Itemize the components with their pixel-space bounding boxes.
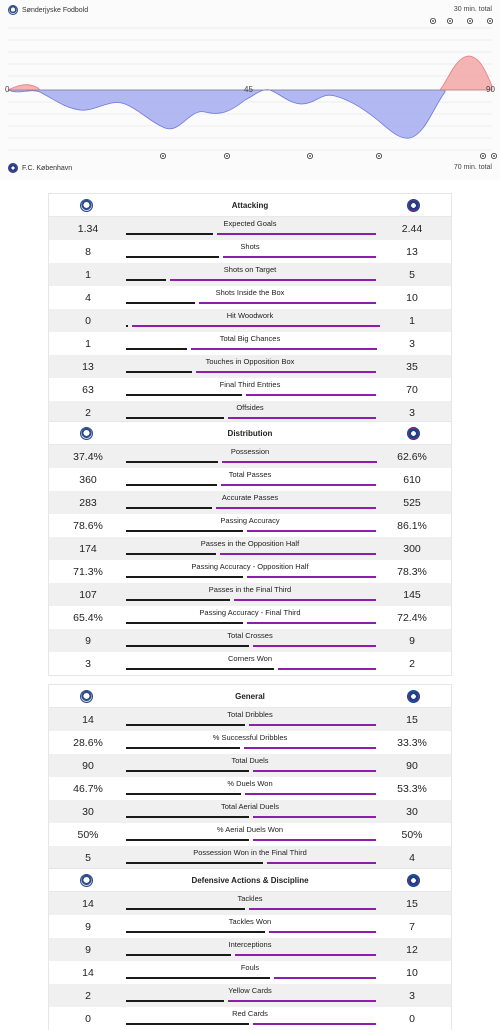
home-value: 78.6%: [73, 520, 103, 532]
stat-row-touches-in-opposition-box: [49, 355, 451, 378]
stat-label: Fouls: [240, 963, 260, 972]
stat-row-passes-in-the-opposition-half: [49, 537, 451, 560]
stat-row-corners-won: [49, 652, 451, 675]
stat-row-total-duels: [49, 754, 451, 777]
home-value: 2: [85, 990, 91, 1002]
ball-icon-center: [489, 20, 491, 22]
home-value: 46.7%: [73, 783, 103, 795]
home-bar: [126, 553, 216, 555]
away-value: 525: [403, 497, 421, 509]
home-value: 50%: [77, 829, 99, 841]
stat-row-passing-accuracy-final-third: [49, 606, 451, 629]
away-value: 3: [409, 338, 415, 350]
stat-label: Yellow Cards: [228, 986, 272, 995]
momentum-panel: [0, 0, 500, 180]
home-bar: [126, 484, 217, 486]
home-value: 37.4%: [73, 451, 103, 463]
away-bar: [199, 302, 376, 304]
stat-label: Accurate Passes: [221, 493, 279, 502]
home-bar: [126, 256, 219, 258]
home-bar: [126, 977, 270, 979]
home-value: 71.3%: [73, 566, 103, 578]
ball-icon-center: [432, 20, 434, 22]
home-value: 2: [85, 407, 91, 419]
home-bar: [126, 908, 245, 910]
away-bar: [253, 839, 376, 841]
away-value: 7: [409, 921, 415, 933]
stat-row-expected-goals: [49, 217, 451, 240]
home-bar: [126, 839, 249, 841]
stat-label: Shots on Target: [223, 265, 277, 274]
stat-row-total-passes: [49, 468, 451, 491]
section-header: [49, 422, 451, 445]
stat-label: Hit Woodwork: [226, 311, 274, 320]
away-value: 3: [409, 990, 415, 1002]
stat-label: Expected Goals: [223, 219, 277, 228]
stat-row-interceptions: [49, 938, 451, 961]
away-bar: [234, 599, 376, 601]
home-bar: [126, 954, 231, 956]
stat-label: Touches in Opposition Box: [205, 357, 295, 366]
away-bar: [253, 645, 376, 647]
home-team-name: Sønderjyske Fodbold: [22, 6, 89, 14]
stat-row-duels-won: [49, 777, 451, 800]
away-value: 300: [403, 543, 421, 555]
away-value: 10: [406, 967, 418, 979]
home-bar: [126, 417, 224, 419]
away-bar: [245, 793, 376, 795]
stat-label: Passes in the Opposition Half: [200, 539, 300, 548]
away-bar: [249, 908, 376, 910]
away-value: 50%: [401, 829, 423, 841]
home-value: 283: [79, 497, 97, 509]
home-value: 5: [85, 852, 91, 864]
stat-row-yellow-cards: [49, 984, 451, 1007]
section-header: [49, 685, 451, 708]
away-bar: [253, 816, 376, 818]
away-value: 30: [406, 806, 418, 818]
stat-label: Total Crosses: [227, 631, 273, 640]
away-value: 70: [406, 384, 418, 396]
home-value: 1.34: [77, 223, 99, 235]
away-team-crest-icon: [8, 163, 18, 173]
away-bar: [247, 530, 376, 532]
away-value: 9: [409, 635, 415, 647]
ball-icon-center: [378, 155, 380, 157]
stat-label: Possession Won in the Final Third: [193, 848, 307, 857]
stat-row-final-third-entries: [49, 378, 451, 401]
stat-row-shots-inside-the-box: [49, 286, 451, 309]
stat-label: Possession: [230, 447, 270, 456]
home-bar: [126, 645, 249, 647]
home-team-crest-icon: [8, 5, 18, 15]
stat-row-fouls: [49, 961, 451, 984]
home-value: 360: [79, 474, 97, 486]
away-value: 12: [406, 944, 418, 956]
stat-row-aerial-duels-won: [49, 823, 451, 846]
stat-row-shots: [49, 240, 451, 263]
momentum-label-start: 0: [5, 85, 10, 94]
away-bar: [228, 417, 376, 419]
away-value: 5: [409, 269, 415, 281]
stat-label: Red Cards: [232, 1009, 268, 1018]
home-value: 9: [85, 921, 91, 933]
distribution-section: [48, 421, 452, 676]
away-value: 3: [409, 407, 415, 419]
away-bar: [247, 622, 376, 624]
stat-label: Total Aerial Duels: [221, 802, 279, 811]
away-bar: [222, 461, 377, 463]
stat-row-total-crosses: [49, 629, 451, 652]
stat-label: % Aerial Duels Won: [216, 825, 284, 834]
away-bar: [216, 507, 376, 509]
general-section: [48, 684, 452, 870]
away-value: 15: [406, 714, 418, 726]
ball-icon-center: [493, 155, 495, 157]
away-value: 13: [406, 246, 418, 258]
home-bar: [126, 862, 263, 864]
stat-label: Total Duels: [231, 756, 269, 765]
home-value: 14: [82, 714, 94, 726]
away-bar: [269, 931, 376, 933]
away-value: 35: [406, 361, 418, 373]
stat-row-tackles-won: [49, 915, 451, 938]
home-bar: [126, 348, 187, 350]
home-bar: [126, 1023, 249, 1025]
home-value: 13: [82, 361, 94, 373]
stat-row-passing-accuracy: [49, 514, 451, 537]
away-value: 90: [406, 760, 418, 772]
stat-label: Passes in the Final Third: [208, 585, 292, 594]
stat-label: Offsides: [236, 403, 264, 412]
home-bar: [126, 931, 265, 933]
away-bar: [244, 747, 376, 749]
home-bar: [126, 461, 218, 463]
stat-label: Passing Accuracy: [220, 516, 280, 525]
home-value: 14: [82, 967, 94, 979]
away-bar: [267, 862, 376, 864]
away-value: 2.44: [401, 223, 423, 235]
stat-label: Shots Inside the Box: [215, 288, 285, 297]
away-total-time: 70 min. total: [453, 164, 492, 171]
away-bar: [132, 325, 380, 327]
home-bar: [126, 793, 241, 795]
home-bar: [126, 576, 243, 578]
home-value: 9: [85, 635, 91, 647]
away-event-icons: [160, 153, 496, 158]
away-value: 1: [409, 315, 415, 327]
ball-icon-center: [469, 20, 471, 22]
away-bar: [170, 279, 376, 281]
away-crest-icon: [407, 874, 420, 887]
away-bar: [191, 348, 377, 350]
away-bar: [217, 233, 376, 235]
away-team-label: [8, 163, 72, 173]
stat-label: Passing Accuracy - Final Third: [199, 608, 301, 617]
home-bar: [126, 747, 240, 749]
away-bar: [253, 1023, 376, 1025]
home-bar: [126, 371, 192, 373]
home-value: 63: [82, 384, 94, 396]
away-bar: [278, 668, 376, 670]
away-value: 0: [409, 1013, 415, 1025]
away-crest-icon: [407, 690, 420, 703]
away-bar: [221, 484, 376, 486]
home-value: 30: [82, 806, 94, 818]
away-bar: [246, 394, 376, 396]
section-title: Defensive Actions & Discipline: [191, 876, 309, 885]
away-value: 33.3%: [397, 737, 427, 749]
away-bar: [223, 256, 376, 258]
away-value: 15: [406, 898, 418, 910]
stat-row-tackles: [49, 892, 451, 915]
away-value: 145: [403, 589, 421, 601]
home-value: 3: [85, 658, 91, 670]
section-header: [49, 869, 451, 892]
home-bar: [126, 233, 213, 235]
home-value: 9: [85, 944, 91, 956]
momentum-label-mid: 45: [244, 85, 253, 94]
stat-row-successful-dribbles: [49, 731, 451, 754]
home-total-time: 30 min. total: [453, 6, 492, 13]
stat-label: Shots: [240, 242, 260, 251]
ball-icon-center: [226, 155, 228, 157]
away-value: 62.6%: [397, 451, 427, 463]
home-bar: [126, 279, 166, 281]
stat-label: Total Dribbles: [227, 710, 273, 719]
away-bar: [235, 954, 376, 956]
stat-row-total-big-chances: [49, 332, 451, 355]
away-bar: [228, 1000, 376, 1002]
home-bar: [126, 724, 245, 726]
stat-row-passes-in-the-final-third: [49, 583, 451, 606]
section-title: Distribution: [227, 429, 273, 438]
away-crest-icon: [407, 199, 420, 212]
away-value: 78.3%: [397, 566, 427, 578]
section-header: [49, 194, 451, 217]
stat-row-shots-on-target: [49, 263, 451, 286]
away-bar: [220, 553, 376, 555]
away-bar: [274, 977, 376, 979]
away-value: 53.3%: [397, 783, 427, 795]
home-value: 28.6%: [73, 737, 103, 749]
home-value: 1: [85, 269, 91, 281]
home-value: 174: [79, 543, 97, 555]
stat-label: % Duels Won: [227, 779, 273, 788]
section-title: Attacking: [231, 201, 269, 210]
away-bar: [249, 724, 376, 726]
away-bar: [196, 371, 376, 373]
stat-label: Corners Won: [227, 654, 273, 663]
home-value: 0: [85, 315, 91, 327]
stat-label: Total Big Chances: [219, 334, 281, 343]
stat-row-red-cards: [49, 1007, 451, 1030]
stat-label: Passing Accuracy - Opposition Half: [191, 562, 309, 571]
stat-label: Total Passes: [228, 470, 272, 479]
home-bar: [126, 302, 195, 304]
stat-row-accurate-passes: [49, 491, 451, 514]
home-bar: [126, 770, 249, 772]
away-value: 72.4%: [397, 612, 427, 624]
stat-row-possession: [49, 445, 451, 468]
ball-icon-center: [449, 20, 451, 22]
ball-icon-center: [162, 155, 164, 157]
stat-label: Tackles: [237, 894, 263, 903]
away-bar: [247, 576, 376, 578]
home-bar: [126, 622, 243, 624]
home-value: 8: [85, 246, 91, 258]
away-team-name: F.C. København: [22, 164, 73, 172]
home-bar: [126, 816, 249, 818]
stat-row-total-aerial-duels: [49, 800, 451, 823]
stat-row-hit-woodwork: [49, 309, 451, 332]
away-value: 10: [406, 292, 418, 304]
home-value: 4: [85, 292, 91, 304]
ball-icon-center: [309, 155, 311, 157]
home-bar: [126, 1000, 224, 1002]
stat-label: % Successful Dribbles: [212, 733, 288, 742]
stat-label: Tackles Won: [228, 917, 272, 926]
home-value: 1: [85, 338, 91, 350]
home-bar: [126, 394, 242, 396]
stat-label: Interceptions: [228, 940, 272, 949]
ball-icon-center: [482, 155, 484, 157]
away-value: 610: [403, 474, 421, 486]
home-value: 107: [79, 589, 97, 601]
away-value: 86.1%: [397, 520, 427, 532]
section-title: General: [235, 692, 265, 701]
home-bar: [126, 668, 274, 670]
home-event-icons: [430, 18, 492, 23]
away-bar: [253, 770, 376, 772]
away-crest-icon: [407, 427, 420, 440]
momentum-label-end: 90: [486, 85, 495, 94]
stat-row-possession-won-in-the-final-third: [49, 846, 451, 869]
home-team-label: [8, 5, 88, 15]
away-value: 4: [409, 852, 415, 864]
stat-row-total-dribbles: [49, 708, 451, 731]
home-value: 14: [82, 898, 94, 910]
attacking-section: [48, 193, 452, 425]
home-value: 90: [82, 760, 94, 772]
home-bar: [126, 325, 128, 327]
stat-label: Final Third Entries: [219, 380, 281, 389]
home-value: 65.4%: [73, 612, 103, 624]
stat-row-passing-accuracy-opposition-half: [49, 560, 451, 583]
home-bar: [126, 530, 243, 532]
defensive-actions-section: [48, 868, 452, 1030]
home-bar: [126, 599, 230, 601]
home-value: 0: [85, 1013, 91, 1025]
away-value: 2: [409, 658, 415, 670]
home-bar: [126, 507, 212, 509]
